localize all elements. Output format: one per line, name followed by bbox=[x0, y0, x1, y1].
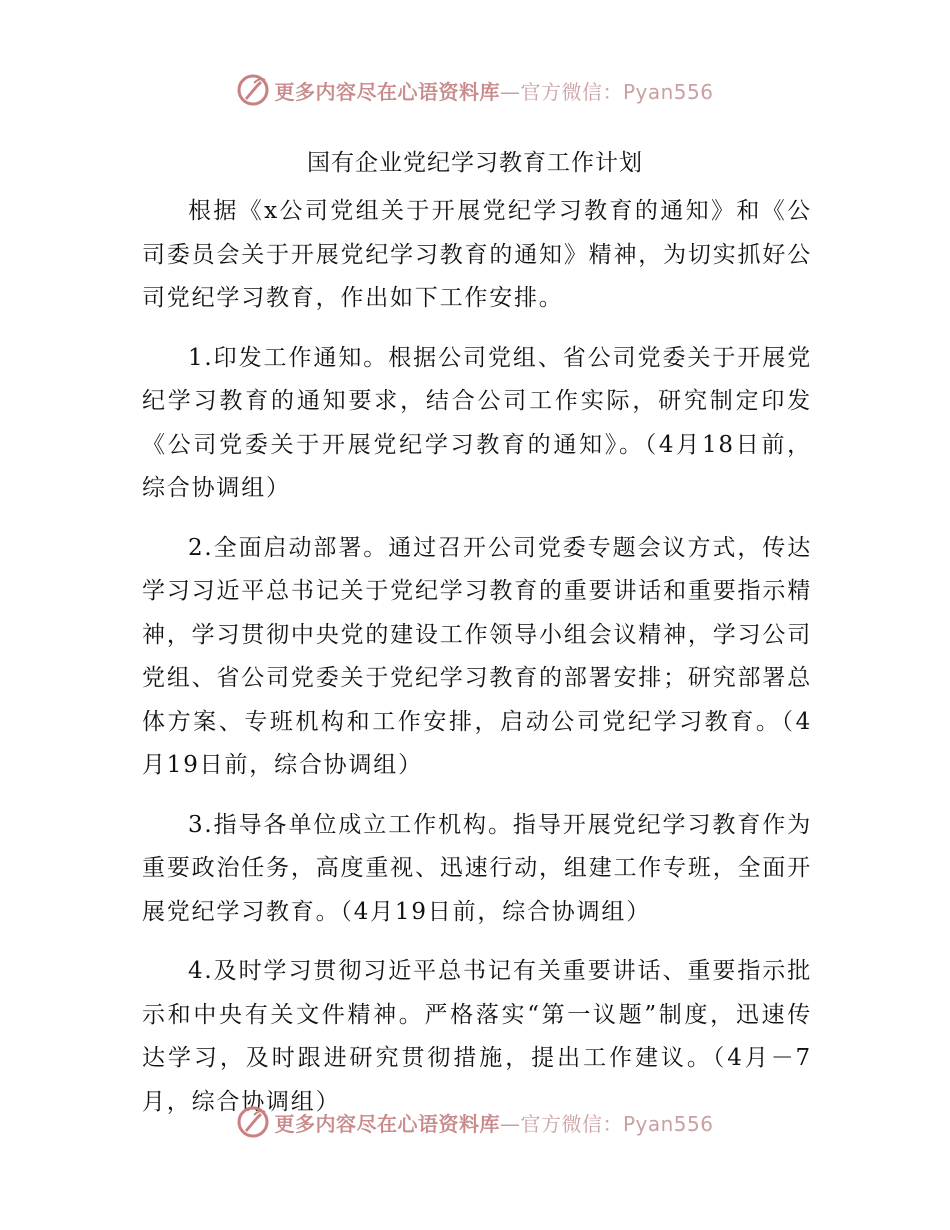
document-body bbox=[142, 190, 812, 1140]
item-1-paragraph: 1.印发工作通知。根据公司党组、省公司党委关于开展党纪学习教育的通知要求，结合公司工作实际，研究制定印发《公司党委关于开展党纪学习教育的通知》。（4月18日前，综合协调组） bbox=[142, 344, 812, 501]
footer-watermark bbox=[0, 1105, 950, 1139]
watermark-main-text: 更多内容尽在心语资料库 bbox=[274, 1111, 500, 1136]
item-4-paragraph: 4.及时学习贯彻习近平总书记有关重要讲话、重要指示批示和中央有关文件精神。严格落实“第一议题”制度，迅速传达学习，及时跟进研究贯彻措施，提出工作建议。（4月－7月，综合协调组） bbox=[142, 958, 812, 1115]
item-3-paragraph: 3.指导各单位成立工作机构。指导开展党纪学习教育作为重要政治任务，高度重视、迅速行动，组建工作专班，全面开展党纪学习教育。（4月19日前，综合协调组） bbox=[142, 811, 812, 925]
watermark-main-text: 更多内容尽在心语资料库 bbox=[274, 79, 500, 104]
pen-nib-logo-icon bbox=[236, 73, 270, 107]
watermark-wechat-text: —官方微信：Pyan556 bbox=[499, 1111, 714, 1136]
document-title: 国有企业党纪学习教育工作计划 bbox=[307, 150, 643, 176]
intro-paragraph: 根据《x公司党组关于开展党纪学习教育的通知》和《公司委员会关于开展党纪学习教育的通知》精神，为切实抓好公司党纪学习教育，作出如下工作安排。 bbox=[142, 198, 812, 311]
header-watermark bbox=[0, 73, 950, 107]
watermark-wechat-text: —官方微信：Pyan556 bbox=[499, 79, 714, 104]
item-2-paragraph: 2.全面启动部署。通过召开公司党委专题会议方式，传达学习习近平总书记关于党纪学习教育的重要讲话和重要指示精神，学习贯彻中央党的建设工作领导小组会议精神，学习公司党组、省公司党委关于党纪学习教育的部署安排；研究部署总体方案、专班机构和工作安排，启动公司党纪学习教育。（4月19日前，综合协调组） bbox=[142, 534, 812, 778]
pen-nib-logo-icon bbox=[236, 1105, 270, 1139]
